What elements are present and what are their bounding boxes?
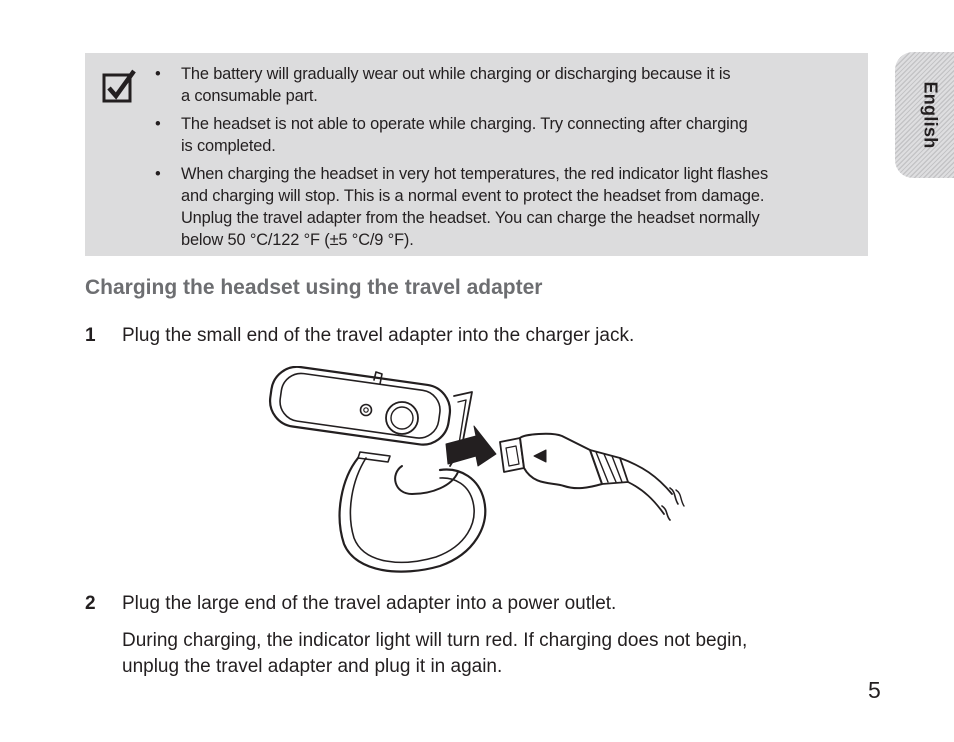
note-item [155, 63, 860, 107]
ear-hook [340, 458, 486, 572]
headset-charging-illustration [262, 366, 692, 578]
note-box [85, 53, 868, 256]
arrow-icon [446, 426, 496, 466]
note-item [155, 163, 860, 251]
note-line: Unplug the travel adapter from the headset. You can charge the headset normally [181, 209, 760, 227]
bullet-icon: • [155, 115, 161, 133]
step-2-note-line: During charging, the indicator light will turn red. If charging does not begin, [122, 630, 748, 651]
note-line: is completed. [181, 137, 276, 155]
note-line: a consumable part. [181, 87, 318, 105]
usb-plug [500, 434, 628, 488]
note-list [155, 63, 860, 257]
cable [620, 458, 672, 514]
note-line: below 50 °C/122 °F (±5 °C/9 °F). [181, 231, 414, 249]
note-line: The battery will gradually wear out while charging or discharging because it is [181, 65, 731, 83]
note-line: When charging the headset in very hot temperatures, the red indicator light flashes [181, 165, 769, 183]
step-2-note [122, 628, 842, 680]
note-item [155, 113, 860, 157]
headset-body [267, 366, 454, 448]
step-number: 1 [85, 325, 96, 346]
checkbox-check-icon [102, 69, 138, 105]
language-tab-label: English [920, 81, 941, 149]
bullet-icon: • [155, 65, 161, 83]
note-line: The headset is not able to operate while charging. Try connecting after charging [181, 115, 748, 133]
page-number: 5 [868, 677, 881, 703]
step-number: 2 [85, 593, 96, 614]
note-line: and charging will stop. This is a normal event to protect the headset from damage. [181, 187, 765, 205]
section-heading: Charging the headset using the travel adapter [85, 276, 543, 299]
step-text: Plug the small end of the travel adapter into the charger jack. [122, 325, 635, 346]
step-2-note-line: unplug the travel adapter and plug it in again. [122, 656, 503, 677]
bullet-icon: • [155, 165, 161, 183]
step-text: Plug the large end of the travel adapter into a power outlet. [122, 593, 617, 614]
